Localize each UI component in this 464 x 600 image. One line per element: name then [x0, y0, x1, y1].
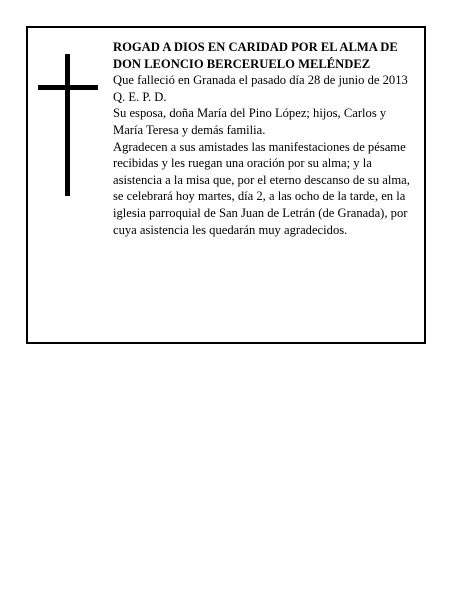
obituary-text — [113, 39, 413, 238]
cross-vertical-bar — [65, 54, 70, 196]
deceased-name: DON LEONCIO BERCERUELO MELÉNDEZ — [113, 56, 371, 71]
cross-horizontal-bar — [38, 85, 98, 90]
cross-icon — [38, 54, 98, 196]
death-info: Que falleció en Granada el pasado día 28 de junio de 2013 — [113, 73, 408, 88]
thanks-paragraph: Agradecen a sus amistades las manifestaciones de pésame recibidas y les ruegan una oración por su alma; y la asistencia a la misa que, por el eterno descanso de su alma, se celebrará hoy martes, día 2, a las ocho de la tarde, en la iglesia parroquial de San Juan de Letrán (de Granada), por cuya asistencia les quedarán muy agradecidos. — [113, 139, 410, 237]
family-paragraph: Su esposa, doña María del Pino López; hijos, Carlos y María Teresa y demás familia. — [113, 106, 387, 137]
qepd: Q. E. P. D. — [113, 89, 167, 104]
heading-line-1: ROGAD A DIOS EN CARIDAD POR EL ALMA DE — [113, 40, 398, 54]
